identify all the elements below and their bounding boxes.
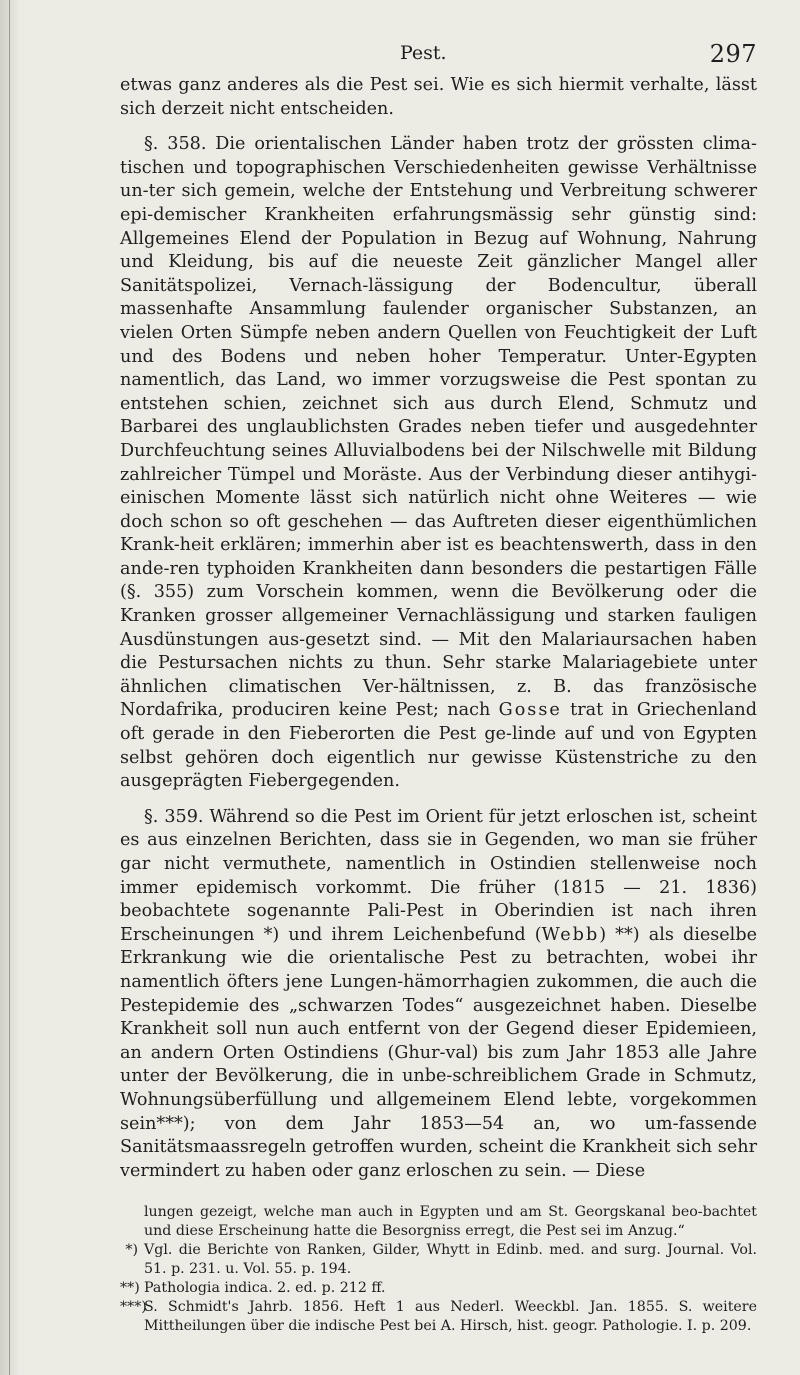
footnote-text: Vgl. die Berichte von Ranken, Gilder, Whytt in Edinb. med. and surg. Journal. Vol. 51. p. 231. u. Vol. 55. p. 194. xyxy=(144,1242,757,1278)
footnote-mark: **) xyxy=(120,1280,140,1297)
footnote-mark: *) xyxy=(125,1242,138,1259)
footnote-text: S. Schmidt's Jahrb. 1856. Heft 1 aus Nederl. Weeckbl. Jan. 1855. S. weitere Mittheilungen über die indische Pest bei A. Hirsch, hist. geogr. Pathologie. I. p. 209. xyxy=(144,1299,757,1335)
paragraph-358: §. 358. Die orientalischen Länder haben trotz der grössten clima-tischen und topographischen Verschiedenheiten gewisse Verhältnisse un-ter sich gemein, welche der Entstehung und Verbreitung schwerer epi-demischer Krankheiten erfahrungsmässig sehr günstig sind: Allgemeines Elend der Population in Bezug auf Wohnung, Nahrung und Kleidung, bis auf die neueste Zeit gänzlicher Mangel aller Sanitätspolizei, Vernach-lässigung der Bodencultur, überall massenhafte Ansammlung faulender organischer Substanzen, an vielen Orten Sümpfe neben andern Quellen von Feuchtigkeit der Luft und des Bodens und neben hoher Temperatur. Unter-Egypten namentlich, das Land, wo immer vorzugsweise die Pest spontan zu entstehen schien, zeichnet sich aus durch Elend, Schmutz und Barbarei des unglaublichsten Grades neben tiefer und ausgedehnter Durchfeuchtung seines Alluvialbodens bei der Nilschwelle mit Bildung zahlreicher Tümpel und Moräste. Aus der Verbindung dieser antihygi-einischen Momente lässt sich natürlich nicht ohne Weiteres — wie doch schon so oft geschehen — das Auftreten dieser eigenthümlichen Krank-heit erklären; immerhin aber ist es beachtenswerth, dass in den ande-ren typhoiden Krankheiten dann besonders die pestartigen Fälle (§. 355) zum Vorschein kommen, wenn die Bevölkerung oder die Kranken grosser allgemeiner Vernachlässigung und starken fauligen Ausdünstungen aus-gesetzt sind. — Mit den Malariaursachen haben die Pestursachen nichts zu thun. Sehr starke Malariagebiete unter ähnlichen climatischen Ver-hältnissen, z. B. das französische Nordafrika, produciren keine Pest; nach Gosse trat in Griechenland oft gerade in den Fieberorten die Pest ge-linde auf und von Egypten selbst gehören doch eigentlich nur gewisse Küstenstriche zu den ausgeprägten Fiebergegenden. xyxy=(120,134,757,792)
author-name: Gosse xyxy=(498,700,562,721)
page-header xyxy=(120,40,757,74)
footnote-mark: ***) xyxy=(120,1299,147,1316)
footnote-text: Pathologia indica. 2. ed. p. 212 ff. xyxy=(144,1280,386,1297)
body-text xyxy=(120,74,757,1183)
footnote-item xyxy=(120,1279,757,1298)
book-binding-edge xyxy=(0,0,20,1375)
author-name: Webb xyxy=(541,924,600,945)
footnotes xyxy=(120,1203,757,1336)
page-number: 297 xyxy=(709,40,757,68)
footnote-continuation: lungen gezeigt, welche man auch in Egypten und am St. Georgskanal beo-bachtet und diese Erscheinung hatte die Besorgniss erregt, die Pest sei im Anzug.“ xyxy=(144,1204,757,1240)
paragraph-359: §. 359. Während so die Pest im Orient für jetzt erloschen ist, scheint es aus einzelnen Berichten, dass sie in Gegenden, wo man sie früher gar nicht vermuthete, namentlich in Ostindien stellenweise noch immer epidemisch vorkommt. Die früher (1815 — 21. 1836) beobachtete sogenannte Pali-Pest in Oberindien ist nach ihren Erscheinungen *) und ihrem Leichenbefund (Webb) **) als dieselbe Erkrankung wie die orientalische Pest zu betrachten, wobei ihr namentlich öfters jene Lungen-hämorrhagien zukommen, die auch die Pestepidemie des „schwarzen Todes“ ausgezeichnet haben. Dieselbe Krankheit soll nun auch entfernt von der Gegend dieser Epidemieen, an andern Orten Ostindiens (Ghur-val) bis zum Jahr 1853 alle Jahre unter der Bevölkerung, die in unbe-schreiblichem Grade in Schmutz, Wohnungsüberfüllung und allgemeinem Elend lebte, vorgekommen sein***); von dem Jahr 1853—54 an, wo um-fassende Sanitätsmaassregeln getroffen wurden, scheint die Krankheit sich sehr vermindert zu haben oder ganz erloschen zu sein. — Diese xyxy=(120,806,757,1181)
book-page xyxy=(120,40,757,1336)
footnote-item xyxy=(120,1298,757,1336)
paragraph-continuation: etwas ganz anderes als die Pest sei. Wie es sich hiermit verhalte, lässt sich derzeit nicht entscheiden. xyxy=(120,75,757,119)
footnote-item xyxy=(125,1241,757,1279)
running-title: Pest. xyxy=(400,42,447,64)
